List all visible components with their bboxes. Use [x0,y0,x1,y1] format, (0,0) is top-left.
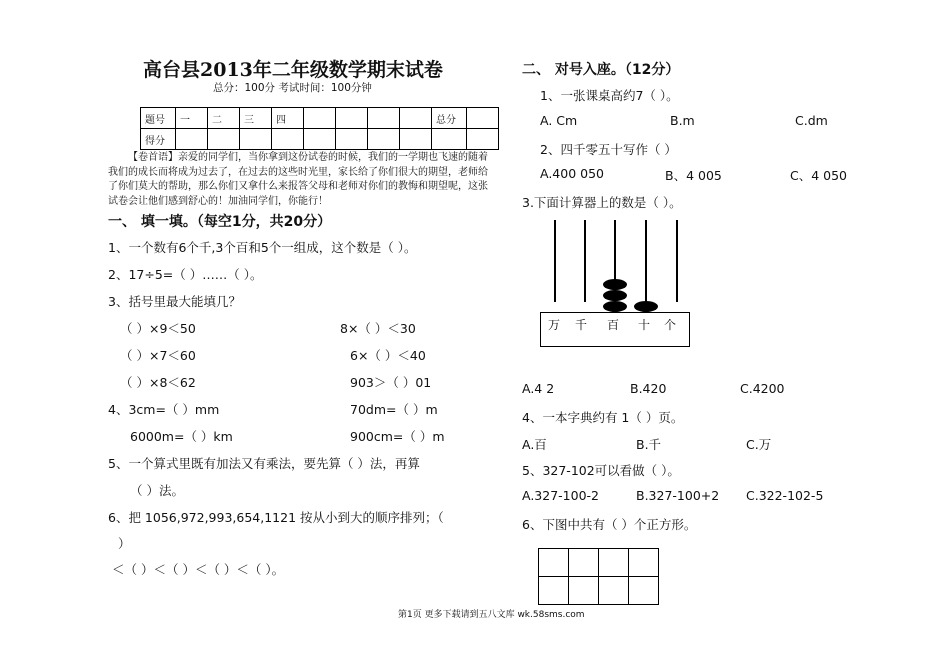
s1-q3-item: 903＞（ ）01 [350,375,432,390]
score-cell [467,108,499,129]
s2-q4-option: B.千 [636,437,662,452]
s2-q3-option: C.4200 [740,381,785,396]
abacus-rod [645,220,647,302]
score-cell [304,108,336,129]
abacus-place-label: 十 [638,318,651,332]
abacus-rod [584,220,586,302]
s1-q4-item: 900cm=（ ）m [350,429,445,444]
score-row-values [141,129,499,150]
s1-q3-item: 6×（ ）＜40 [350,348,426,363]
score-input-cell[interactable] [176,129,208,150]
abacus-bead [603,290,627,301]
s2-question-1: 1、一张课桌高约7（ ）。 [540,88,679,103]
score-cell: 四 [272,108,304,129]
s2-q3-option: A.4 2 [522,381,555,396]
abacus-rod [554,220,556,302]
s2-q5-option: B.327-100+2 [636,488,720,503]
s2-q2-option: B、4 005 [665,168,722,183]
s1-question-3: 3、括号里最大能填几？ [108,294,241,309]
s1-q3-item: （ ）×7＜60 [120,348,196,363]
grid-cell [539,577,569,605]
score-row-header [141,108,499,129]
s2-question-5: 5、327-102可以看做（ ）。 [522,463,680,478]
score-input-cell[interactable] [240,129,272,150]
s2-q1-option: A. Cm [540,113,578,128]
grid-cell [599,549,629,577]
s1-q3-item: （ ）×9＜50 [120,321,196,336]
abacus-rod [676,220,678,302]
score-input-cell[interactable] [400,129,432,150]
score-cell [368,108,400,129]
score-cell: 二 [208,108,240,129]
score-input-cell[interactable] [368,129,400,150]
s1-question-2: 2、17÷5=（ ）……（ ）。 [108,267,263,282]
s2-question-6: 6、下图中共有（ ）个正方形。 [522,517,697,532]
s2-q4-option: A.百 [522,437,547,452]
grid-cell [629,577,659,605]
square-grid-figure [538,548,659,605]
abacus-place-label: 万 [548,318,561,332]
s2-q5-option: A.327-100-2 [522,488,599,503]
grid-cell [569,577,599,605]
exam-subtitle: 总分：100分 考试时间：100分钟 [213,82,372,94]
score-input-cell[interactable] [336,129,368,150]
score-cell: 总分 [432,108,467,129]
s1-question-4: 4、3cm=（ ）mm [108,402,220,417]
score-cell: 题号 [141,108,176,129]
section2-heading: 二、 对号入座。（12分） [522,62,680,78]
score-input-cell[interactable] [208,129,240,150]
score-cell: 三 [240,108,272,129]
s1-question-6-cont: ） [118,536,131,551]
abacus-diagram [540,220,690,348]
score-input-cell[interactable] [432,129,467,150]
abacus-bead [634,301,658,312]
s1-question-5: 5、一个算式里既有加法又有乘法，要先算（ ）法，再算 [108,456,420,471]
s1-question-6-order: ＜（ ）＜（ ）＜（ ）＜（ ）。 [112,562,285,577]
s1-question-6: 6、把 1056,972,993,654,1121 按从小到大的顺序排列；（ [108,510,444,525]
grid-row [539,549,659,577]
s2-q2-option: A.400 050 [540,166,604,181]
grid-cell [629,549,659,577]
score-cell: 得分 [141,129,176,150]
score-cell: 一 [176,108,208,129]
s1-q3-item: （ ）×8＜62 [120,375,196,390]
abacus-bead [603,301,627,312]
exam-title: 高台县2013年二年级数学期末试卷 [143,59,443,81]
abacus-bead [603,279,627,290]
score-cell [400,108,432,129]
score-input-cell[interactable] [272,129,304,150]
page-footer: 第1页 更多下载请到五八文库 wk.58sms.com [398,610,585,620]
s1-question-1: 1、一个数有6个千,3个百和5个一组成，这个数是（ ）。 [108,240,417,255]
grid-cell [599,577,629,605]
s2-q1-option: B.m [670,113,695,128]
s2-question-2: 2、四千零五十写作（ ） [540,142,677,157]
s2-question-3: 3.下面计算器上的数是（ ）。 [522,195,682,210]
score-input-cell[interactable] [304,129,336,150]
score-cell [336,108,368,129]
s2-q4-option: C.万 [746,437,772,452]
abacus-place-label: 千 [575,318,588,332]
abacus-place-label: 百 [607,318,620,332]
grid-cell [539,549,569,577]
abacus-place-label: 个 [664,318,677,332]
s2-q2-option: C、4 050 [790,168,848,183]
section1-heading: 一、 填一填。（每空1分，共20分） [108,214,332,230]
grid-cell [569,549,599,577]
s2-q3-option: B.420 [630,381,667,396]
score-input-cell[interactable] [467,129,499,150]
s1-q4-item: 6000m=（ ）km [130,429,233,444]
s1-question-5-cont: （ ）法。 [130,483,184,498]
s1-q3-item: 8×（ ）＜30 [340,321,416,336]
s1-q4-item: 70dm=（ ）m [350,402,438,417]
grid-row [539,577,659,605]
s2-question-4: 4、一本字典约有 1（ ）页。 [522,410,684,425]
score-table [140,107,499,150]
preface-text: 【卷首语】亲爱的同学们，当你拿到这份试卷的时候，我们的一学期也飞速的随着我们的成长而将成为过去了，在过去的这些时光里，家长给了你们很大的期望，老师给了你们莫大的帮助，那么你们又拿什么来报答父母和老师对你们的教悔和期望呢，这张试卷会让他们感到舒心的！加油同学们，你能行！ [108,152,488,207]
s2-q5-option: C.322-102-5 [746,488,824,503]
s2-q1-option: C.dm [795,113,828,128]
